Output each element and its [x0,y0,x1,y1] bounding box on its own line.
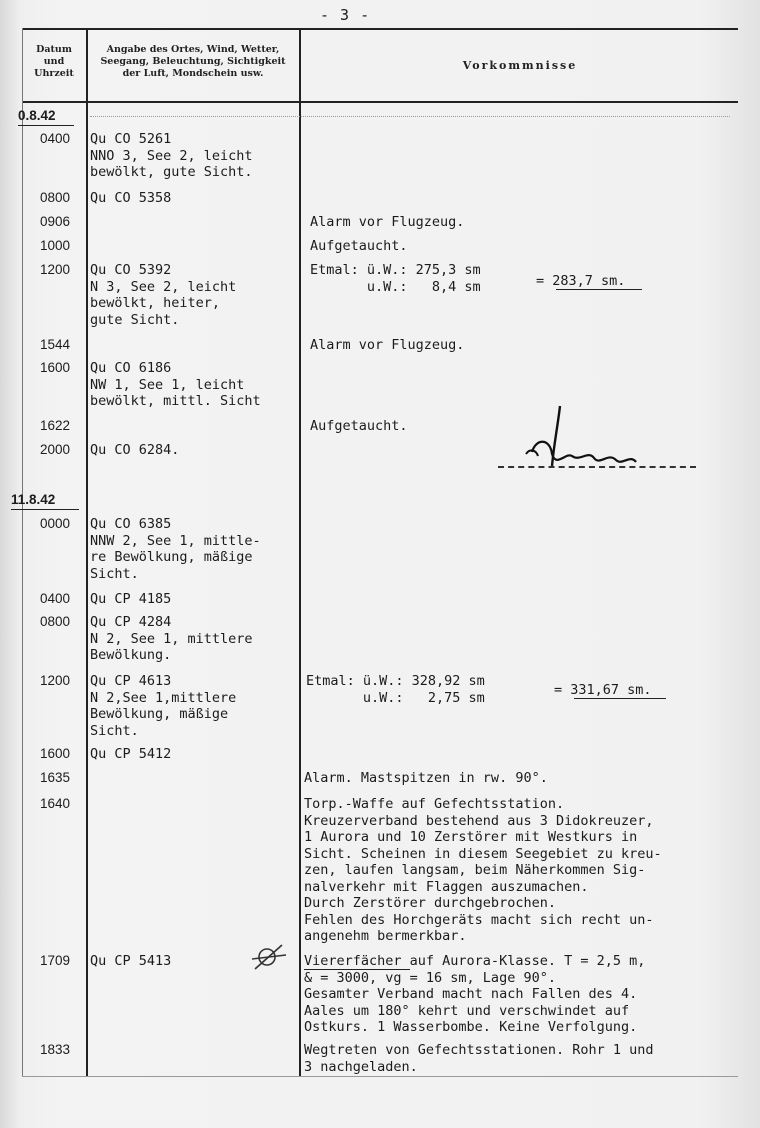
row-time: 0800 [39,190,70,205]
row-position: Qu CP 4613 N 2,See 1,mittlere Bewölkung, mäßige Sicht. [90,673,237,739]
row-event: Alarm. Mastspitzen in rw. 90°. [304,770,548,786]
row-time: 1200 [39,262,70,277]
row-position: Qu CO 6385 NNW 2, See 1, mittle- re Bewölkung, mäßige Sicht. [90,516,261,582]
row-time: 1000 [39,238,70,253]
row-event: Alarm vor Flugzeug. [310,214,465,230]
row-time: 1200 [39,673,70,688]
etmal-total: = 331,67 sm. [554,682,652,698]
row-event: Alarm vor Flugzeug. [310,337,465,353]
header-position-line-3: der Luft, Mondschein usw. [122,68,264,79]
row-time: 1640 [39,796,70,811]
row-time: 1635 [39,770,70,785]
row-position: Qu CO 6284. [90,442,180,458]
row-time: 0906 [39,214,70,229]
row-position: Qu CP 4185 [90,591,172,607]
row-time: 0800 [39,614,70,629]
row-time: 1833 [39,1042,70,1057]
row-time: 1600 [39,746,70,761]
row-time: 0400 [39,591,70,606]
column-rule-2 [299,28,301,1076]
row-time: 0000 [39,516,70,531]
header-date-line-3: Uhrzeit [34,68,74,79]
header-events-column: Vorkommnisse [462,59,578,72]
margin-mark-icon [252,942,286,972]
row-position: Qu CO 5392 N 3, See 2, leicht bewölkt, heiter, gute Sicht. [90,262,237,328]
entry-underline [304,969,410,970]
etmal-total: = 283,7 sm. [536,273,626,289]
row-position: Qu CO 6186 NW 1, See 1, leicht bewölkt, mittl. Sicht [90,360,261,409]
date-entry: 0.8.42 [18,108,74,126]
dotted-separator [90,116,730,117]
page-number: - 3 - [320,6,371,24]
header-date-column [24,44,84,80]
row-position: Qu CP 5412 [90,746,172,762]
etmal-total-underline [556,289,642,290]
header-position-line-1: Angabe des Ortes, Wind, Wetter, [106,44,280,55]
header-date-line-2: und [43,56,65,67]
signature-icon [496,404,696,474]
header-position-line-2: Seegang, Beleuchtung, Sichtigkeit [100,56,286,67]
header-bottom-rule [22,101,738,103]
row-time: 1600 [39,360,70,375]
header-position-column [88,44,298,80]
row-event: Viererfächer auf Aurora-Klasse. T = 2,5 m, & = 3000, vg = 16 sm, Lage 90°. Gesamter Verband macht nach Fallen des 4. Aales um 180° kehrt und verschwindet auf Ostkurs. 1 Wasserbombe. Keine Verfolgung. [304,953,646,1035]
column-rule-1 [86,28,88,1076]
row-event: Wegtreten von Gefechtsstationen. Rohr 1 und 3 nachgeladen. [304,1042,654,1075]
row-position: Qu CO 5261 NNO 3, See 2, leicht bewölkt, gute Sicht. [90,131,253,180]
row-event: Etmal: ü.W.: 328,92 sm u.W.: 2,75 sm [306,673,485,706]
etmal-total-underline [574,698,666,699]
row-time: 0400 [39,131,70,146]
row-event: Aufgetaucht. [310,418,408,434]
page-bottom-rule [22,1076,738,1077]
table-top-rule [22,28,738,30]
header-date-line-1: Datum [36,44,72,55]
row-event: Torp.-Waffe auf Gefechtsstation. Kreuzerverband bestehend aus 3 Didokreuzer, 1 Aurora und 10 Zerstörer mit Westkurs in Sicht. Scheinen in diesem Seegebiet zu kreu- zen, laufen langsam, beim Näherkommen Sig- nalverkehr mit Flaggen auszumachen. Durch Zerstörer durchgebrochen. Fehlen des Horchgeräts macht sich recht un- angenehm bermerkbar. [304,796,662,944]
row-time: 1622 [39,418,70,433]
row-event: Aufgetaucht. [310,238,408,254]
date-entry: 11.8.42 [11,492,79,510]
row-event: Etmal: ü.W.: 275,3 sm u.W.: 8,4 sm [310,262,481,295]
row-time: 2000 [39,442,70,457]
left-edge-rule [22,28,23,1076]
signature-line [498,466,696,468]
row-position: Qu CP 4284 N 2, See 1, mittlere Bewölkung. [90,614,253,663]
row-position: Qu CP 5413 [90,953,172,969]
row-time: 1709 [39,953,70,968]
row-time: 1544 [39,337,70,352]
row-position: Qu CO 5358 [90,190,172,206]
